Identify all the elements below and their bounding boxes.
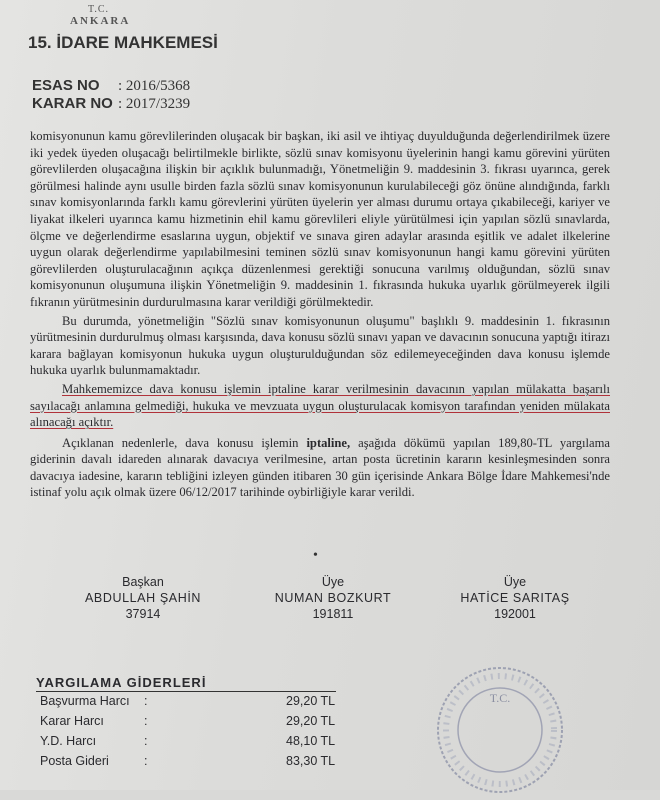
paragraph-3 bbox=[30, 381, 610, 431]
karar-row bbox=[32, 95, 190, 113]
cost-label: Posta Gideri bbox=[40, 754, 109, 768]
decision-body bbox=[30, 128, 610, 501]
paragraph-4-start: Açıklanan nedenlerle, dava konusu işlemin bbox=[62, 435, 307, 450]
signature-name: NUMAN BOZKURT bbox=[274, 591, 392, 605]
dot-mark: • bbox=[313, 548, 318, 563]
paragraph-4-rest: aşağıda dökümü yapılan 189,80-TL yargılama giderinin davalı idareden alınarak davacıya verilmesine, artan posta ücretinin kararın kesinleşmesinden sonra davacıya iadesine, kararın tebliğini izleyen günden itibaren 30 gün içerisinde Ankara Bölge İdare Mahkemesi'nde istinaf yolu açık olmak üzere 06/12/2017 tarihinde oybirliğiyle karar verildi. bbox=[30, 435, 610, 500]
paragraph-2: Bu durumda, yönetmeliğin "Sözlü sınav komisyonunun oluşumu" başlıklı 9. maddesinin 1. fıkrasının yürütmesinin durdurulmuş olması karşısında, dava konusu sözlü sınavı yapan ve davacının sonucuna yaptığı itirazı karara bağlayan komisyonun hukuka uygun oluşturulduğundan söz edilemeyeceğinden dava konusu işlemde hukuka uyarlık bulunmamaktadır. bbox=[30, 313, 610, 378]
header-city: ANKARA bbox=[70, 15, 131, 27]
iptaline-bold: iptaline, bbox=[306, 435, 351, 450]
karar-value: : 2017/3239 bbox=[118, 96, 191, 112]
cost-row: Karar Harcı : 29,20 TL bbox=[40, 714, 336, 728]
court-name: 15. İDARE MAHKEMESİ bbox=[28, 33, 218, 52]
cost-label: Başvurma Harcı bbox=[40, 694, 130, 708]
signature-number: 192001 bbox=[494, 607, 536, 621]
signature-name: HATİCE SARITAŞ bbox=[460, 591, 570, 605]
esas-row bbox=[32, 77, 190, 95]
signature-baskan bbox=[58, 574, 228, 622]
esas-label: ESAS NO bbox=[32, 77, 100, 94]
signature-name: ABDULLAH ŞAHİN bbox=[84, 591, 202, 605]
cost-amount: 29,20 TL bbox=[286, 694, 336, 708]
signature-uye-1 bbox=[248, 574, 418, 622]
signature-role: Üye bbox=[503, 575, 527, 589]
cost-row: Başvurma Harcı : 29,20 TL bbox=[40, 694, 336, 708]
signature-role: Üye bbox=[321, 575, 345, 589]
signature-number: 37914 bbox=[125, 607, 161, 621]
stamp-text: T.C. bbox=[489, 691, 511, 705]
highlighted-text: Mahkememizce dava konusu işlemin iptaline karar verilmesinin davacının yapılan mülakatta başarılı sayılacağı anlamına gelmediği, hukuka ve mevzuata uygun oluşturulacak komisyon tarafından yeniden mülakata alınacağı açıktır. bbox=[30, 381, 610, 430]
cost-amount: 48,10 TL bbox=[286, 734, 336, 748]
paragraph-4 bbox=[30, 435, 610, 501]
esas-value: : 2016/5368 bbox=[118, 78, 191, 94]
cost-label: Y.D. Harcı bbox=[40, 734, 97, 748]
cost-row: Y.D. Harcı : 48,10 TL bbox=[40, 734, 336, 748]
costs-table bbox=[36, 675, 346, 772]
costs-title: YARGILAMA GİDERLERİ bbox=[36, 675, 336, 692]
signature-role: Başkan bbox=[122, 575, 164, 589]
court-stamp bbox=[430, 660, 570, 800]
signature-uye-2 bbox=[430, 574, 600, 622]
cost-row: Posta Gideri : 83,30 TL bbox=[40, 754, 336, 768]
paragraph-1: komisyonunun kamu görevlilerinden oluşacak bir başkan, iki asil ve ihtiyaç duyulduğunda değerlendirilmek üzere iki yedek üyeden oluşacağı belirtilmekle birlikte, sözlü sınav komisyonu üyelerinin hangi kamu görevini yürüten görevlilerden oluşacağına ilişkin bir açıklık bulunmadığı, Yönetmeliğin 9. maddesinin 3. fıkrası uyarınca, gerek görülmesi halinde aynı usulle birden fazla sözlü sınav komisyonunun kurulabileceği göz önüne alındığında, farklı sınav komisyonlarında farklı kamu görevlerini yürüten üyelerin yer alması durumu ortaya çıkabileceği, kariyer ve liyakat ilkeleri uyarınca kamu hizmetinin ehil kamu görevlileri eliyle yürütülmesi için yapılan sözlü sınavlarda, ölçme ve değerlendirme esaslarına uygun, objektif ve sınava giren adaylar arasında eşitlik ve adalet ilkelerine uygun olarak değerlendirme yapılabilmesini teminen sözlü sınav komisyonunun hangi kamu görevini yürüten görevlilerden oluşturulacağının açıkça düzenlenmesi gerektiği sonucuna varılmış olduğundan, sözlü sınav komisyonunun oluşumuna ilişkin Yönetmeliğin 9. maddesinin 1. fıkrasında hukuka uyarlık görülmeyerek ilgili fıkranın yürütmesinin durdurulmasına karar verildiği görülmektedir. bbox=[30, 129, 610, 309]
karar-label: KARAR NO bbox=[32, 95, 113, 112]
cost-label: Karar Harcı bbox=[40, 714, 104, 728]
header-tc: T.C. bbox=[88, 4, 110, 15]
cost-amount: 29,20 TL bbox=[286, 714, 336, 728]
signature-number: 191811 bbox=[312, 607, 354, 621]
cost-amount: 83,30 TL bbox=[286, 754, 336, 768]
